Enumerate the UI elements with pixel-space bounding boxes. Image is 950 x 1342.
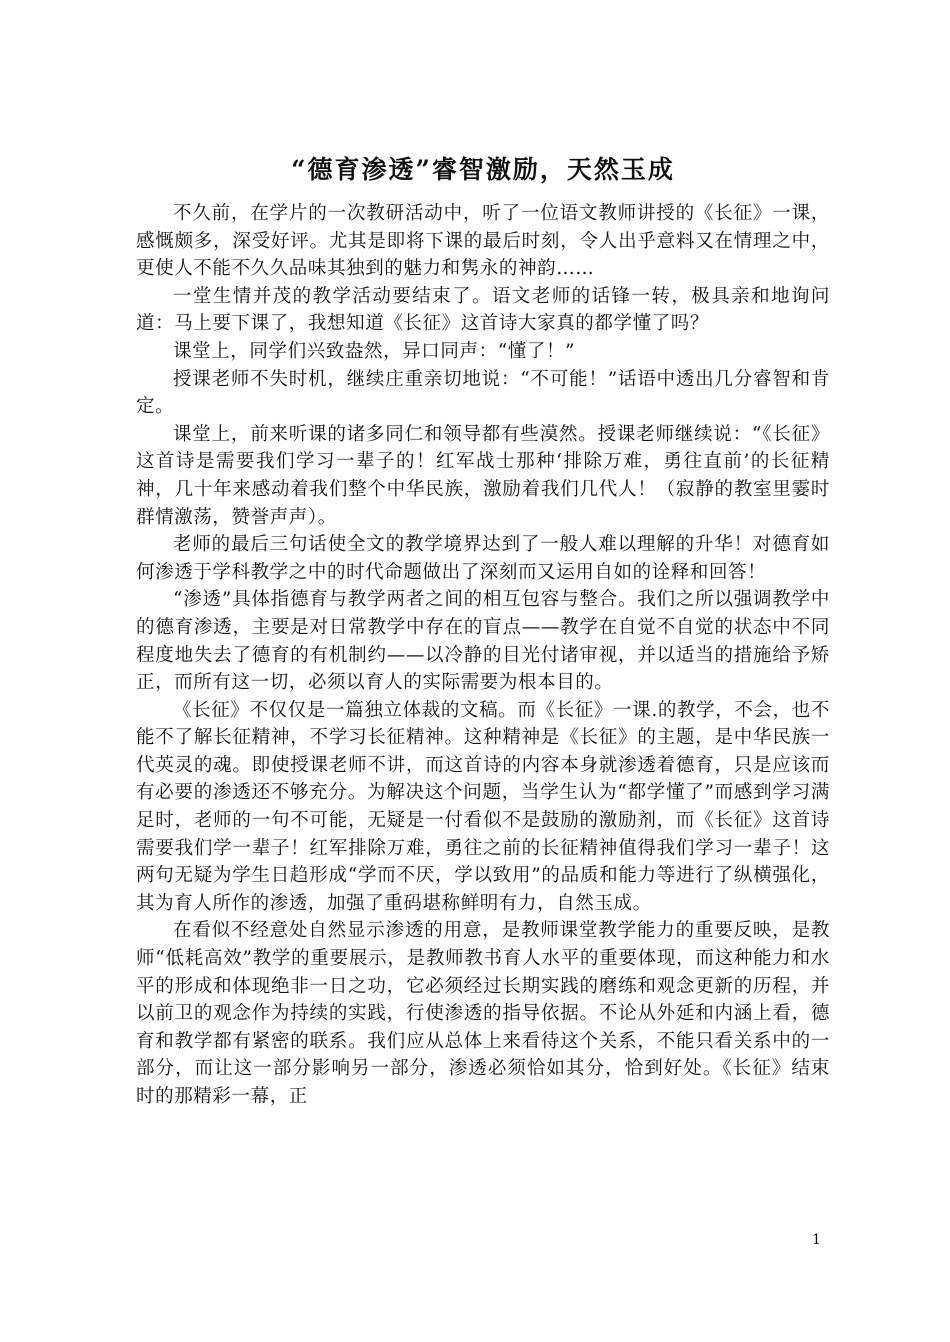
paragraph-1: 不久前，在学片的一次教研活动中，听了一位语文教师讲授的《长征》一课，感慨颇多，深受好评。尤其是即将下课的最后时刻，令人出乎意料又在情理之中，更使人不能不久久品味其独到的魅力和隽永的神韵…… <box>136 203 830 280</box>
paragraph-3: 课堂上，同学们兴致盎然，异口同声：“懂了！” <box>173 340 576 362</box>
paragraph-2: 一堂生情并茂的教学活动要结束了。语文老师的话锋一转，极具亲和地询问道：马上要下课了，我想知道《长征》这首诗大家真的都学懂了吗？ <box>136 285 830 335</box>
page-number: 1 <box>812 1232 821 1248</box>
paragraph-7: “渗透”具体指德育与教学两者之间的相互包容与整合。我们之所以强调教学中的德育渗透，主要是对日常教学中存在的盲点——教学在自觉不自觉的状态中不同程度地失去了德育的有机制约——以冷静的目光付诸审视，并以适当的措施给予矫正，而所有这一切，必须以育人的实际需要为根本目的。 <box>136 589 830 694</box>
paragraph-9: 在看似不经意处自然显示渗透的用意，是教师课堂教学能力的重要反映，是教师“低耗高效”教学的重要展示，是教师教书育人水平的重要体现，而这种能力和水平的形成和体现绝非一日之功，它必须经过长期实践的磨练和观念更新的历程，并以前卫的观念作为持续的实践，行使渗透的指导依据。不论从外延和内涵上看，德育和教学都有紧密的联系。我们应从总体上来看待这个关系，不能只看关系中的一部分，而让这一部分影响另一部分，渗透必须恰如其分，恰到好处。《长征》结束时的那精彩一幕，正 <box>136 920 830 1107</box>
paragraph-4: 授课老师不失时机，继续庄重亲切地说：“不可能！”话语中透出几分睿智和肯定。 <box>136 368 830 418</box>
document-title: “德育渗透”睿智激励，天然玉成 <box>291 155 675 184</box>
document-page <box>136 150 830 1111</box>
paragraph-8: 《长征》不仅仅是一篇独立体裁的文稿。而《长征》一课.的教学，不会，也不能不了解长征精神，不学习长征精神。这种精神是《长征》的主题，是中华民族一代英灵的魂。即使授课老师不讲，而这首诗的内容本身就渗透着德育，只是应该而有必要的渗透还不够充分。为解决这个问题，当学生认为“都学懂了”而感到学习满足时，老师的一句不可能，无疑是一付看似不是鼓励的激励剂，而《长征》这首诗需要我们学一辈子！红军排除万难，勇往之前的长征精神值得我们学习一辈子！这两句无疑为学生日趋形成“学而不厌，学以致用”的品质和能力等进行了纵横强化，其为育人所作的渗透，加强了重码堪称鲜明有力，自然玉成。 <box>136 699 830 914</box>
paragraph-5: 课堂上，前来听课的诸多同仁和领导都有些漠然。授课老师继续说：“《长征》这首诗是需要我们学习一辈子的！红军战士那种‘排除万难，勇往直前’的长征精神，几十年来感动着我们整个中华民族，激励着我们几代人！（寂静的教室里霎时群情激荡，赞誉声声）。 <box>136 423 830 528</box>
paragraph-6: 老师的最后三句话使全文的教学境界达到了一般人难以理解的升华！对德育如何渗透于学科教学之中的时代命题做出了深刻而又运用自如的诠释和回答！ <box>136 534 830 583</box>
